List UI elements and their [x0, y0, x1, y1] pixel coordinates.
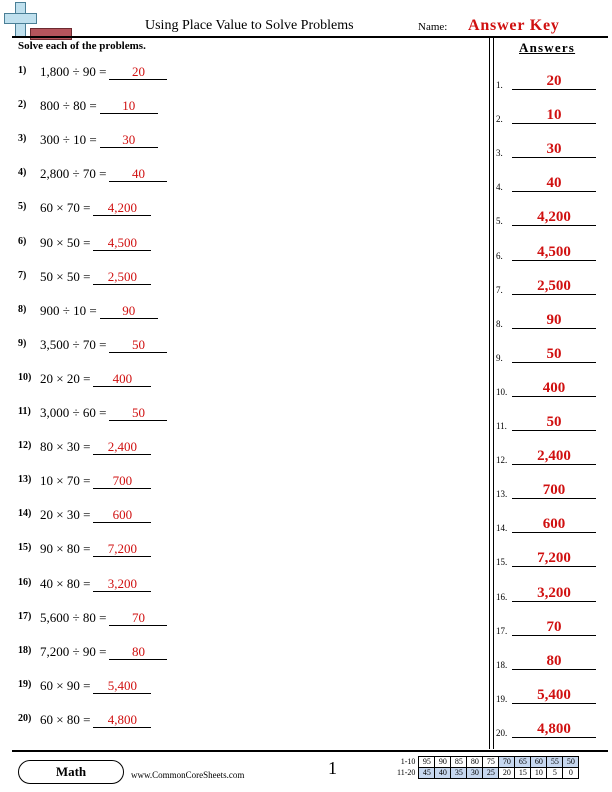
score-cell: 85 — [451, 757, 467, 768]
score-cell: 0 — [563, 768, 579, 779]
problem-number: 10) — [18, 371, 32, 383]
problem-expression: 60 × 70 = — [40, 200, 91, 216]
problem-number: 18) — [18, 644, 32, 656]
score-cell: 80 — [467, 757, 483, 768]
answer-item — [496, 411, 604, 433]
answer-number: 12. — [496, 455, 508, 466]
problem-item — [18, 200, 151, 220]
score-cell: 15 — [515, 768, 531, 779]
answer-value: 80 — [512, 653, 596, 670]
answer-item — [496, 309, 604, 331]
score-row-label: 11-20 — [397, 768, 416, 777]
answer-item — [496, 206, 604, 228]
answer-value: 90 — [512, 312, 596, 329]
score-cell: 90 — [435, 757, 451, 768]
score-cell: 45 — [419, 768, 435, 779]
problem-item — [18, 269, 151, 289]
score-cell: 75 — [483, 757, 499, 768]
answer-value: 3,200 — [512, 585, 596, 602]
problem-number: 5) — [18, 201, 27, 213]
score-cell: 20 — [499, 768, 515, 779]
answer-number: 10. — [496, 386, 508, 397]
answer-value: 7,200 — [512, 550, 596, 567]
score-cell: 10 — [531, 768, 547, 779]
score-table — [395, 756, 579, 779]
problem-item — [18, 235, 151, 255]
problem-number: 3) — [18, 133, 27, 145]
answer-item — [496, 616, 604, 638]
answer-value: 30 — [512, 141, 596, 158]
answer-value: 4,800 — [512, 721, 596, 738]
footer-divider — [12, 750, 608, 752]
problem-item — [18, 405, 167, 425]
problem-number: 16) — [18, 576, 32, 588]
problem-number: 20) — [18, 712, 32, 724]
problem-expression: 10 × 70 = — [40, 473, 91, 489]
score-cell: 60 — [531, 757, 547, 768]
problem-number: 7) — [18, 269, 27, 281]
answer-item — [496, 445, 604, 467]
answer-item — [496, 684, 604, 706]
problem-answer: 40 — [109, 167, 167, 182]
subject-badge: Math — [18, 760, 124, 784]
page-number: 1 — [328, 758, 337, 778]
answer-number: 6. — [496, 250, 503, 261]
score-row — [395, 768, 579, 779]
worksheet-title: Using Place Value to Solve Problems — [145, 18, 354, 33]
answer-number: 7. — [496, 284, 503, 295]
problem-answer: 10 — [100, 99, 158, 114]
answer-value: 400 — [512, 380, 596, 397]
answer-key-label: Answer Key — [468, 17, 560, 34]
answer-item — [496, 650, 604, 672]
problem-expression: 20 × 20 = — [40, 370, 91, 386]
problem-answer: 4,200 — [93, 201, 151, 216]
problem-answer: 3,200 — [93, 577, 151, 592]
answer-item — [496, 138, 604, 160]
answer-item — [496, 582, 604, 604]
answer-number: 8. — [496, 318, 503, 329]
answer-number: 15. — [496, 557, 508, 568]
answer-number: 14. — [496, 523, 508, 534]
problem-answer: 90 — [100, 304, 158, 319]
problem-expression: 900 ÷ 10 = — [40, 302, 97, 318]
problem-answer: 400 — [93, 372, 151, 387]
site-url: www.CommonCoreSheets.com — [131, 770, 245, 780]
answer-item — [496, 377, 604, 399]
score-cell: 50 — [563, 757, 579, 768]
answer-value: 4,200 — [512, 209, 596, 226]
problem-expression: 5,600 ÷ 80 = — [40, 609, 107, 625]
problem-item — [18, 132, 158, 152]
answer-value: 600 — [512, 516, 596, 533]
problem-item — [18, 712, 151, 732]
problem-number: 8) — [18, 303, 27, 315]
problem-answer: 600 — [93, 508, 151, 523]
problem-item — [18, 371, 151, 391]
problem-answer: 2,400 — [93, 440, 151, 455]
problem-answer: 20 — [109, 65, 167, 80]
score-row-label: 1-10 — [400, 757, 416, 766]
problem-expression: 90 × 50 = — [40, 234, 91, 250]
problem-item — [18, 678, 151, 698]
score-cell: 30 — [467, 768, 483, 779]
problem-expression: 7,200 ÷ 90 = — [40, 643, 107, 659]
answer-value: 4,500 — [512, 244, 596, 261]
answer-value: 2,500 — [512, 278, 596, 295]
answer-number: 9. — [496, 352, 503, 363]
instructions: Solve each of the problems. — [18, 40, 146, 52]
problem-answer: 4,800 — [93, 713, 151, 728]
problem-expression: 3,500 ÷ 70 = — [40, 336, 107, 352]
answer-number: 19. — [496, 693, 508, 704]
answer-value: 40 — [512, 175, 596, 192]
answer-item — [496, 241, 604, 263]
score-row — [395, 757, 579, 768]
answer-number: 5. — [496, 216, 503, 227]
score-cell: 35 — [451, 768, 467, 779]
problem-item — [18, 644, 167, 664]
problem-number: 17) — [18, 610, 32, 622]
problem-item — [18, 337, 167, 357]
problem-expression: 80 × 30 = — [40, 439, 91, 455]
problem-number: 15) — [18, 542, 32, 554]
problem-answer: 80 — [109, 645, 167, 660]
problem-expression: 50 × 50 = — [40, 268, 91, 284]
score-cell: 95 — [419, 757, 435, 768]
answer-value: 10 — [512, 107, 596, 124]
problem-item — [18, 166, 167, 186]
problem-expression: 800 ÷ 80 = — [40, 98, 97, 114]
problem-answer: 50 — [109, 406, 167, 421]
answer-number: 2. — [496, 114, 503, 125]
answer-value: 20 — [512, 73, 596, 90]
name-label: Name: — [418, 21, 448, 33]
problem-expression: 40 × 80 = — [40, 575, 91, 591]
problem-answer: 70 — [109, 611, 167, 626]
answer-number: 11. — [496, 421, 507, 431]
answer-item — [496, 104, 604, 126]
logo-bar — [30, 28, 72, 40]
answer-item — [496, 70, 604, 92]
answer-value: 700 — [512, 482, 596, 499]
score-cell: 40 — [435, 768, 451, 779]
problem-number: 13) — [18, 474, 32, 486]
answer-item — [496, 172, 604, 194]
problem-item — [18, 303, 158, 323]
logo-plus-horizontal — [4, 13, 37, 24]
problem-number: 12) — [18, 440, 32, 452]
answer-item — [496, 718, 604, 740]
problem-number: 11) — [18, 406, 31, 417]
answer-item — [496, 513, 604, 535]
score-cell: 55 — [547, 757, 563, 768]
problem-answer: 4,500 — [93, 236, 151, 251]
problem-number: 4) — [18, 167, 27, 179]
problem-item — [18, 98, 158, 118]
problem-number: 19) — [18, 678, 32, 690]
problem-number: 2) — [18, 99, 27, 111]
score-cell: 65 — [515, 757, 531, 768]
answer-number: 3. — [496, 148, 503, 159]
answer-number: 1. — [496, 80, 503, 90]
answer-value: 70 — [512, 619, 596, 636]
problem-item — [18, 439, 151, 459]
answer-number: 18. — [496, 659, 508, 670]
problem-number: 1) — [18, 65, 27, 76]
answer-value: 50 — [512, 346, 596, 363]
problem-expression: 90 × 80 = — [40, 541, 91, 557]
score-cell: 25 — [483, 768, 499, 779]
problem-expression: 3,000 ÷ 60 = — [40, 405, 107, 420]
answer-value: 50 — [512, 414, 596, 431]
answer-number: 4. — [496, 182, 503, 193]
problem-item — [18, 541, 151, 561]
score-cell: 5 — [547, 768, 563, 779]
answer-item — [496, 343, 604, 365]
answer-value: 5,400 — [512, 687, 596, 704]
answer-item — [496, 275, 604, 297]
problem-number: 9) — [18, 337, 27, 349]
problem-item — [18, 473, 151, 493]
answer-number: 17. — [496, 625, 508, 636]
problem-number: 6) — [18, 235, 27, 247]
problem-answer: 30 — [100, 133, 158, 148]
problem-answer: 5,400 — [93, 679, 151, 694]
answer-item — [496, 479, 604, 501]
answer-number: 20. — [496, 727, 508, 738]
problem-answer: 2,500 — [93, 270, 151, 285]
problem-item — [18, 507, 151, 527]
problem-expression: 60 × 90 = — [40, 677, 91, 693]
answer-item — [496, 547, 604, 569]
answer-number: 16. — [496, 591, 508, 602]
problem-item — [18, 610, 167, 630]
plus-logo-icon — [4, 2, 68, 40]
answer-value: 2,400 — [512, 448, 596, 465]
problem-item — [18, 64, 167, 84]
answers-header: Answers — [519, 40, 576, 55]
problem-expression: 1,800 ÷ 90 = — [40, 64, 107, 79]
problem-expression: 20 × 30 = — [40, 507, 91, 523]
problem-answer: 700 — [93, 474, 151, 489]
score-cell: 70 — [499, 757, 515, 768]
problem-number: 14) — [18, 508, 32, 520]
problem-item — [18, 576, 151, 596]
answer-number: 13. — [496, 489, 508, 500]
problem-answer: 50 — [109, 338, 167, 353]
problem-expression: 2,800 ÷ 70 = — [40, 166, 107, 182]
problem-expression: 60 × 80 = — [40, 711, 91, 727]
problem-expression: 300 ÷ 10 = — [40, 132, 97, 148]
problem-answer: 7,200 — [93, 542, 151, 557]
